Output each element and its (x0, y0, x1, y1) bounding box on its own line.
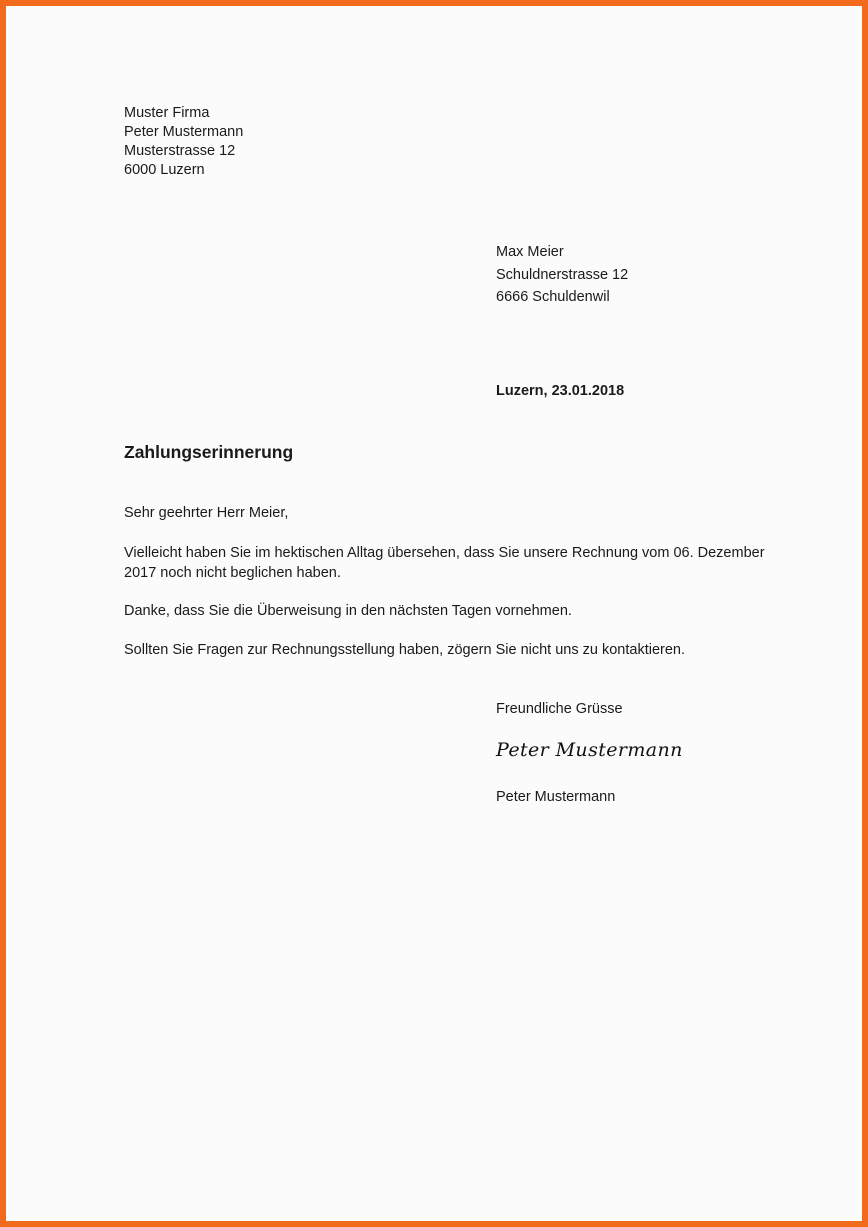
body-paragraph-1-line-2: 2017 noch nicht beglichen haben. (124, 565, 341, 581)
recipient-name: Max Meier (496, 244, 564, 260)
body-paragraph-3: Sollten Sie Fragen zur Rechnungsstellung haben, zögern Sie nicht uns zu kontaktieren. (124, 642, 686, 658)
sender-street: Musterstrasse 12 (124, 143, 236, 159)
salutation: Sehr geehrter Herr Meier, (124, 505, 289, 521)
sender-address (124, 104, 243, 180)
sender-name: Peter Mustermann (124, 124, 244, 140)
sender-city: 6000 Luzern (124, 162, 205, 178)
body-paragraph-1-line-1: Vielleicht haben Sie im hektischen Alltag übersehen, dass Sie unsere Rechnung vom 06. Dezember (124, 545, 765, 561)
place-date: Luzern, 23.01.2018 (496, 383, 625, 399)
handwritten-signature: Peter Mustermann (496, 739, 683, 761)
body-paragraph-1 (124, 543, 765, 583)
signer-name: Peter Mustermann (496, 789, 616, 805)
closing-phrase: Freundliche Grüsse (496, 701, 623, 717)
recipient-city: 6666 Schuldenwil (496, 289, 610, 305)
letter-subject: Zahlungserinnerung (124, 442, 294, 462)
recipient-street: Schuldnerstrasse 12 (496, 266, 629, 283)
sender-company: Muster Firma (124, 105, 210, 121)
recipient-address (496, 241, 628, 309)
body-paragraph-2: Danke, dass Sie die Überweisung in den nächsten Tagen vornehmen. (124, 603, 572, 619)
